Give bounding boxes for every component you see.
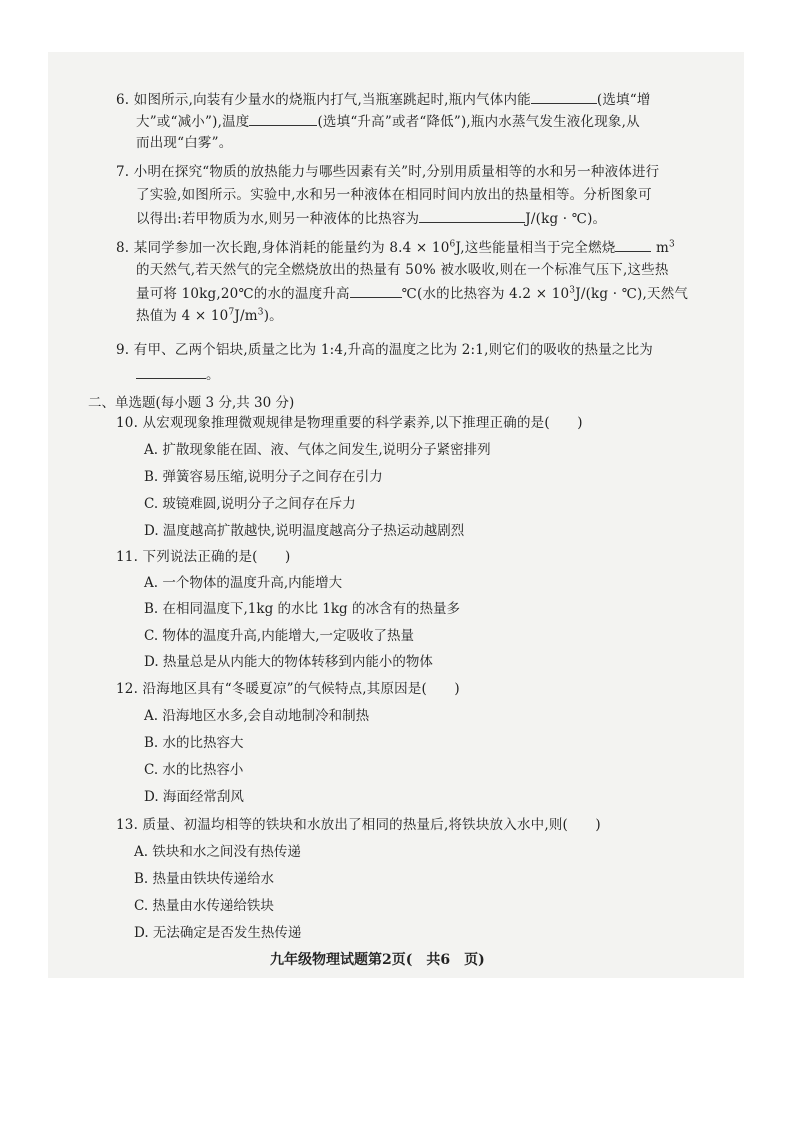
q11-option-a: A. 一个物体的温度升高,内能增大 xyxy=(144,575,343,591)
q8-line4 xyxy=(136,307,283,325)
q6-number: 6. xyxy=(116,92,130,108)
q8-text-4a: 热值为 4 × 10 xyxy=(136,308,229,324)
q8-line3 xyxy=(136,284,688,303)
q11-option-c: C. 物体的温度升高,内能增大,一定吸收了热量 xyxy=(144,628,415,644)
q7-text-2: 了实验,如图所示。实验中,水和另一种液体在相同时间内放出的热量相等。分析图象可 xyxy=(136,187,652,203)
q8-text-3c: J/(kg · ℃),天然气 xyxy=(575,286,689,302)
q8-text-1a: 某同学参加一次长跑,身体消耗的能量约为 8.4 × 10 xyxy=(133,240,450,256)
q12-option-c: C. 水的比热容小 xyxy=(144,762,244,778)
q10-stem: 10. 从宏观现象推理微观规律是物理重要的科学素养,以下推理正确的是( ) xyxy=(116,415,583,431)
q12-stem: 12. 沿海地区具有“冬暖夏凉”的气候特点,其原因是( ) xyxy=(116,681,460,697)
q13-option-c: C. 热量由水传递给铁块 xyxy=(134,898,274,914)
q9-number: 9. xyxy=(116,342,130,358)
q8-text-1b: J,这些能量相当于完全燃烧 xyxy=(455,240,616,256)
exam-page xyxy=(48,52,744,978)
q8-exponent-3: 3 xyxy=(569,285,576,296)
q12-option-d: D. 海面经常刮风 xyxy=(144,789,244,805)
q6-blank-2 xyxy=(249,112,317,126)
q11-option-b: B. 在相同温度下,1kg 的水比 1kg 的冰含有的热量多 xyxy=(144,601,460,617)
q11-option-d: D. 热量总是从内能大的物体转移到内能小的物体 xyxy=(144,654,433,670)
q6-line3 xyxy=(136,134,232,152)
q10-option-b: B. 弹簧容易压缩,说明分子之间存在引力 xyxy=(144,469,383,485)
q6-text-2b: (选填“升高”或者“降低”),瓶内水蒸气发生液化现象,从 xyxy=(317,114,640,130)
q7-number: 7. xyxy=(116,164,130,180)
page-footer: 九年级物理试题第2页( 共6 页) xyxy=(270,952,485,968)
q12-option-a: A. 沿海地区水多,会自动地制冷和制热 xyxy=(144,708,370,724)
q9-line1 xyxy=(116,341,653,359)
q7-text-1: 小明在探究“物质的放热能力与哪些因素有关”时,分别用质量相等的水和另一种液体进行 xyxy=(133,164,660,180)
q8-exponent-4: 7 xyxy=(228,307,235,318)
q6-line1 xyxy=(116,90,651,109)
q8-text-3a: 量可将 10kg,20℃的水的温度升高 xyxy=(136,286,350,302)
q12-option-b: B. 水的比热容大 xyxy=(144,735,244,751)
q7-text-3a: 以得出:若甲物质为水,则另一种液体的比热容为 xyxy=(136,211,420,227)
q13-option-b: B. 热量由铁块传递给水 xyxy=(134,871,275,887)
q9-text-2: 。 xyxy=(206,367,220,383)
q7-line1 xyxy=(116,163,659,181)
q8-line1 xyxy=(116,238,675,257)
q8-blank-2 xyxy=(350,284,402,298)
q6-line2 xyxy=(136,112,640,131)
q10-option-a: A. 扩散现象能在固、液、气体之间发生,说明分子紧密排列 xyxy=(144,442,491,458)
q6-blank-1 xyxy=(531,90,597,104)
q8-exponent-1: 6 xyxy=(449,239,456,250)
q6-text-2a: 大”或“减小”),温度 xyxy=(136,114,250,130)
q11-stem: 11. 下列说法正确的是( ) xyxy=(116,549,291,565)
q10-option-c: C. 玻镜难圆,说明分子之间存在斥力 xyxy=(144,496,356,512)
q8-unit-1: m xyxy=(655,240,669,256)
q13-option-a: A. 铁块和水之间没有热传递 xyxy=(134,844,301,860)
q6-text-1b: (选填“增 xyxy=(596,92,651,108)
q7-line3 xyxy=(136,209,606,228)
q13-option-d: D. 无法确定是否发生热传递 xyxy=(134,925,302,941)
q9-blank xyxy=(136,365,206,379)
q8-exponent-4b: 3 xyxy=(257,307,264,318)
q8-number: 8. xyxy=(116,240,130,256)
q6-text-1a: 如图所示,向装有少量水的烧瓶内打气,当瓶塞跳起时,瓶内气体内能 xyxy=(133,92,531,108)
q8-text-4b: J/m xyxy=(234,308,258,324)
q8-text-4c: )。 xyxy=(263,308,283,324)
q9-line2 xyxy=(136,365,220,384)
q13-stem: 13. 质量、初温均相等的铁块和水放出了相同的热量后,将铁块放入水中,则( ) xyxy=(116,817,601,833)
q9-text-1: 有甲、乙两个铝块,质量之比为 1:4,升高的温度之比为 2:1,则它们的吸收的热量之比为 xyxy=(133,342,653,358)
q8-text-3b: ℃(水的比热容为 4.2 × 10 xyxy=(401,286,570,302)
q8-blank-1 xyxy=(615,238,651,252)
section-2-title: 二、单选题(每小题 3 分,共 30 分) xyxy=(88,395,295,411)
q10-option-d: D. 温度越高扩散越快,说明温度越高分子热运动越剧烈 xyxy=(144,523,465,539)
q8-unit-exponent-1: 3 xyxy=(668,239,675,250)
q6-text-3: 而出现“白雾”。 xyxy=(136,135,233,151)
q7-blank xyxy=(419,209,525,223)
q8-text-2: 的天然气,若天然气的完全燃烧放出的热量有 50% 被水吸收,则在一个标准气压下,这些热 xyxy=(136,262,669,278)
q7-line2 xyxy=(136,186,652,204)
q8-line2 xyxy=(136,261,669,279)
q7-text-3b: J/(kg · ℃)。 xyxy=(525,211,607,227)
